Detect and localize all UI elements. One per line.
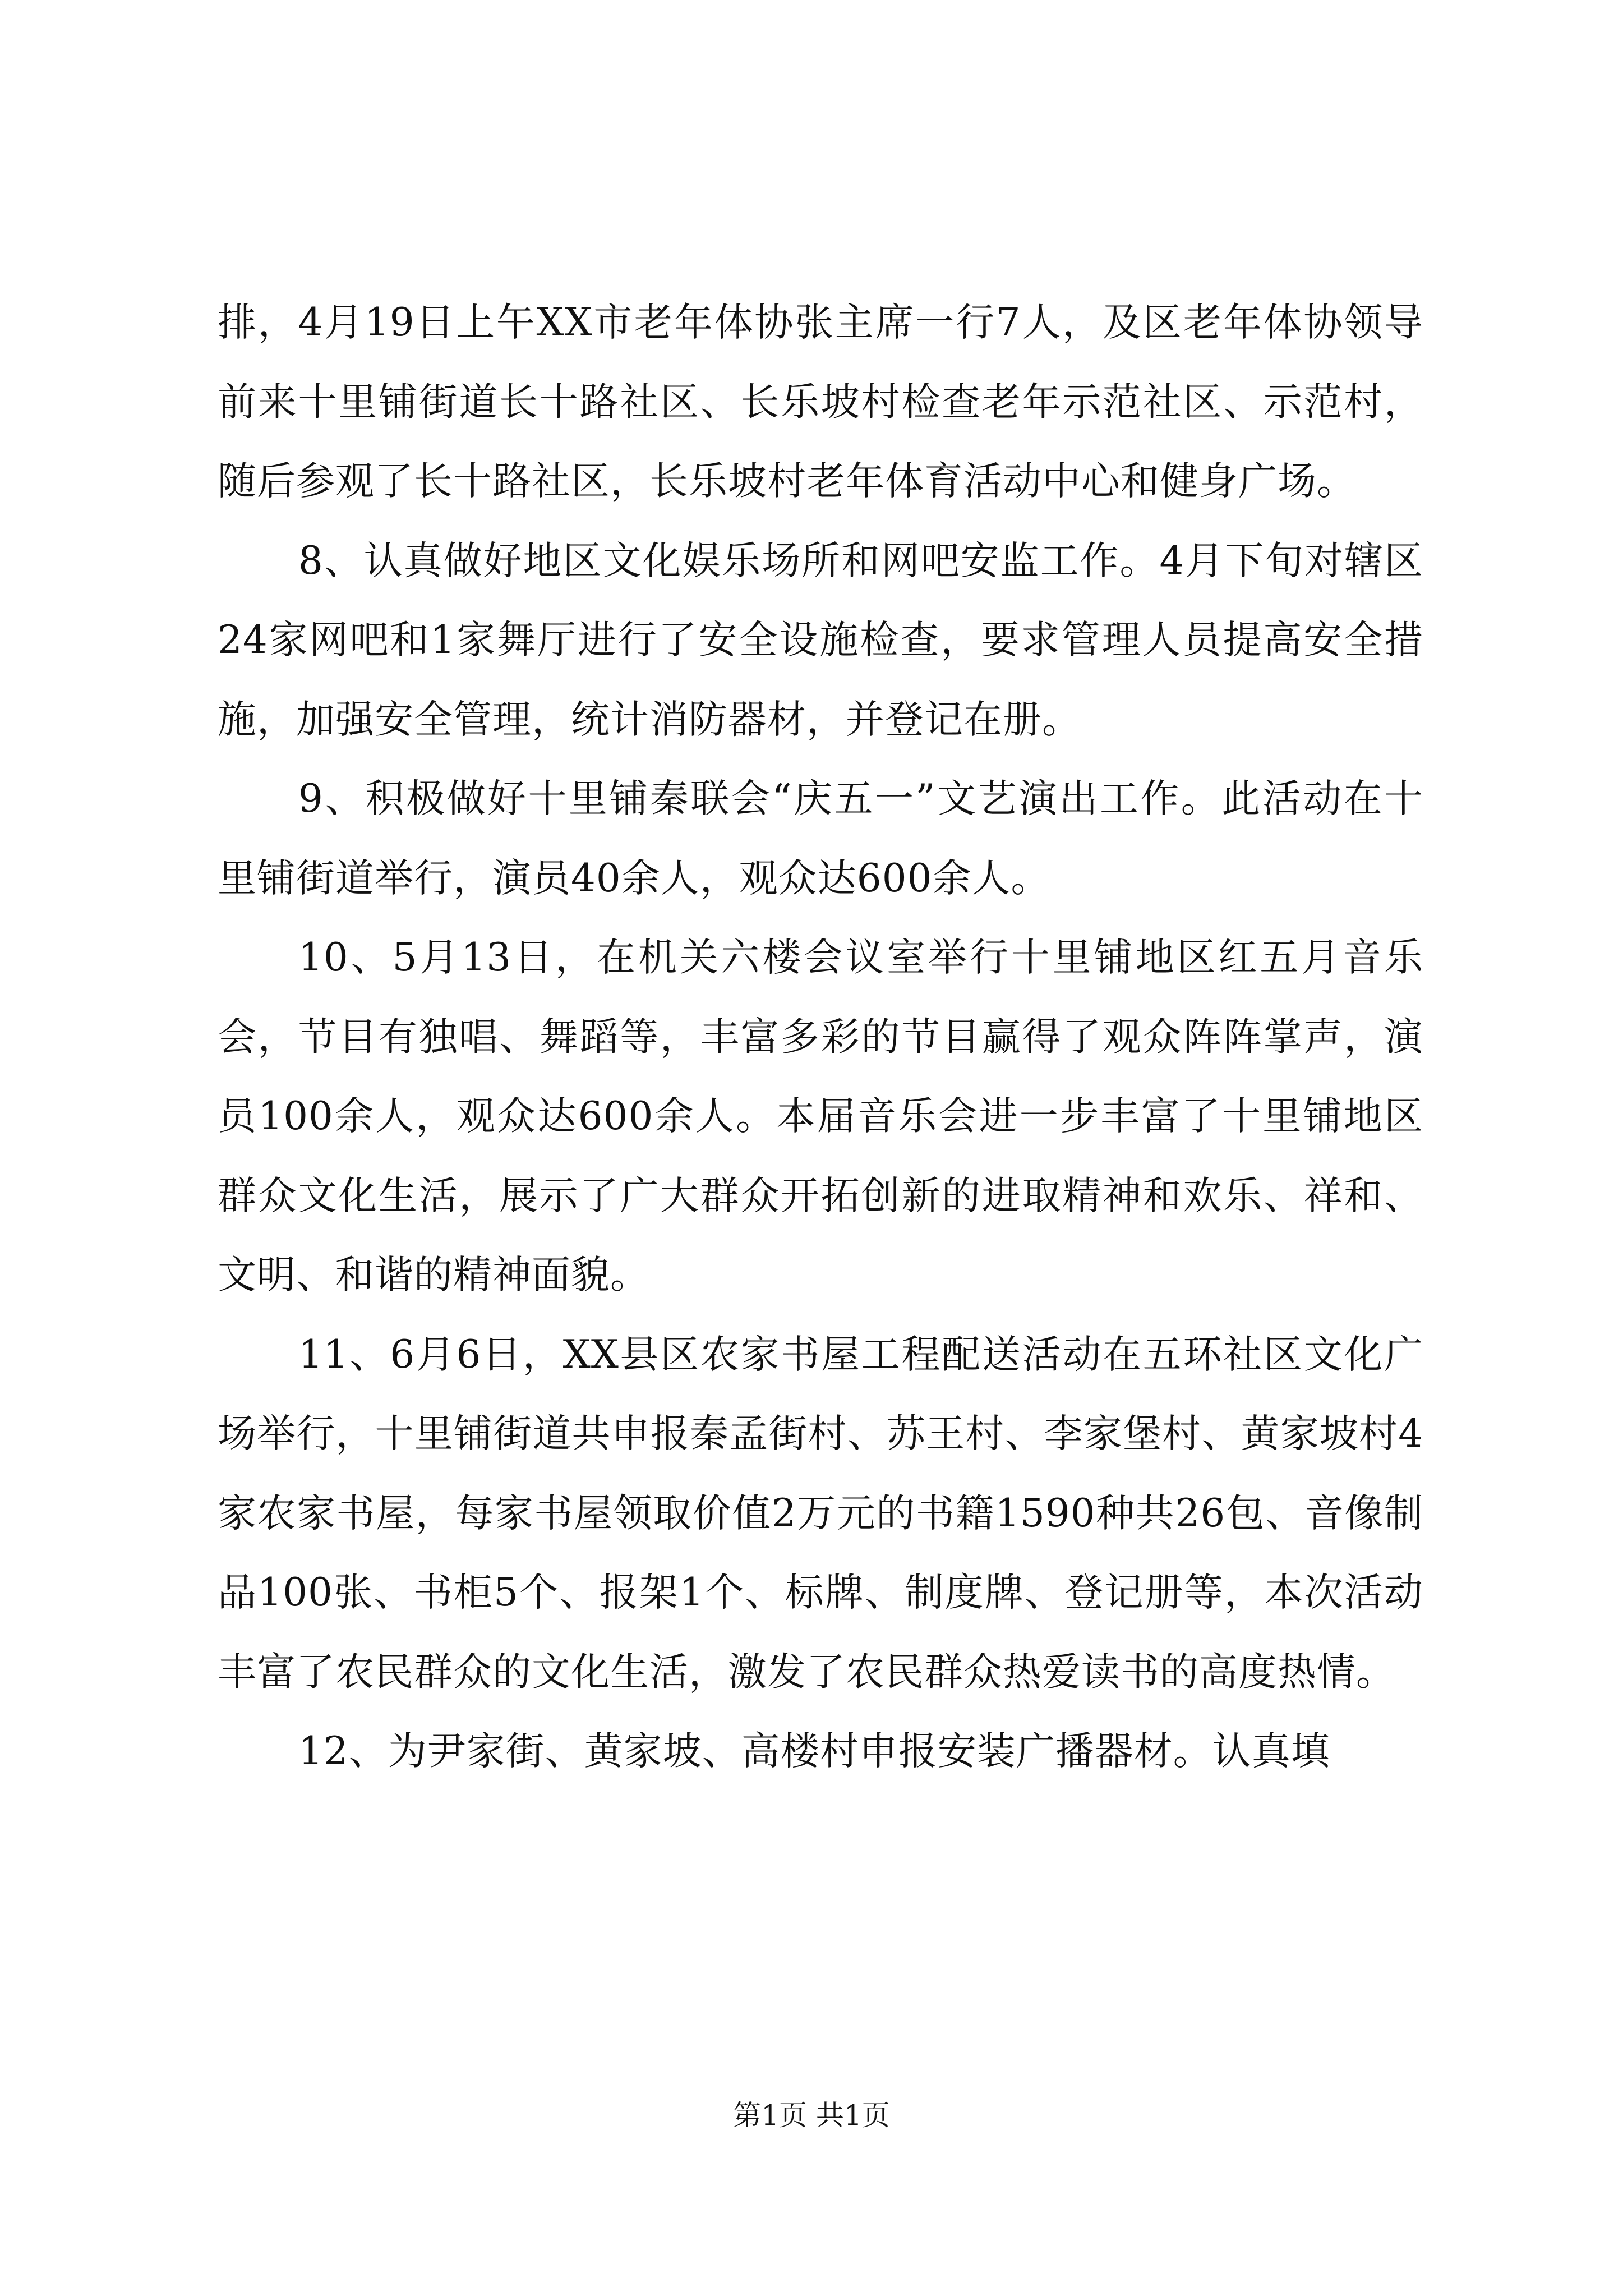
paragraph-item-8: 8、认真做好地区文化娱乐场所和网吧安监工作。4月下旬对辖区24家网吧和1家舞厅进行了安全设施检查，要求管理人员提高安全措施，加强安全管理，统计消防器材，并登记在册。 xyxy=(218,538,1423,742)
paragraph-item-12: 12、为尹家街、黄家坡、高楼村申报安装广播器材。认真填 xyxy=(298,1729,1330,1774)
page-footer xyxy=(0,2096,1623,2135)
paragraph-continuation: 排，4月19日上午XX市老年体协张主席一行7人，及区老年体协领导前来十里铺街道长十路社区、长乐坡村检查老年示范社区、示范村，随后参观了长十路社区，长乐坡村老年体育活动中心和健身广场。 xyxy=(218,300,1423,504)
paragraph-item-10: 10、5月13日，在机关六楼会议室举行十里铺地区红五月音乐会，节目有独唱、舞蹈等，丰富多彩的节目赢得了观众阵阵掌声，演员100余人，观众达600余人。本届音乐会进一步丰富了十里铺地区群众文化生活，展示了广大群众开拓创新的进取精神和欢乐、祥和、文明、和谐的精神面貌。 xyxy=(218,935,1423,1297)
paragraph-item-11: 11、6月6日，XX县区农家书屋工程配送活动在五环社区文化广场举行，十里铺街道共申报秦孟街村、苏王村、李家堡村、黄家坡村4家农家书屋，每家书屋领取价值2万元的书籍1590种共26包、音像制品100张、书柜5个、报架1个、标牌、制度牌、登记册等，本次活动丰富了农民群众的文化生活，激发了农民群众热爱读书的高度热情。 xyxy=(218,1332,1423,1695)
document-body xyxy=(218,283,1423,1792)
paragraph-item-9: 9、积极做好十里铺秦联会“庆五一”文艺演出工作。此活动在十里铺街道举行，演员40余人，观众达600余人。 xyxy=(218,776,1423,901)
page-number-label: 第1页 共1页 xyxy=(733,2099,890,2132)
